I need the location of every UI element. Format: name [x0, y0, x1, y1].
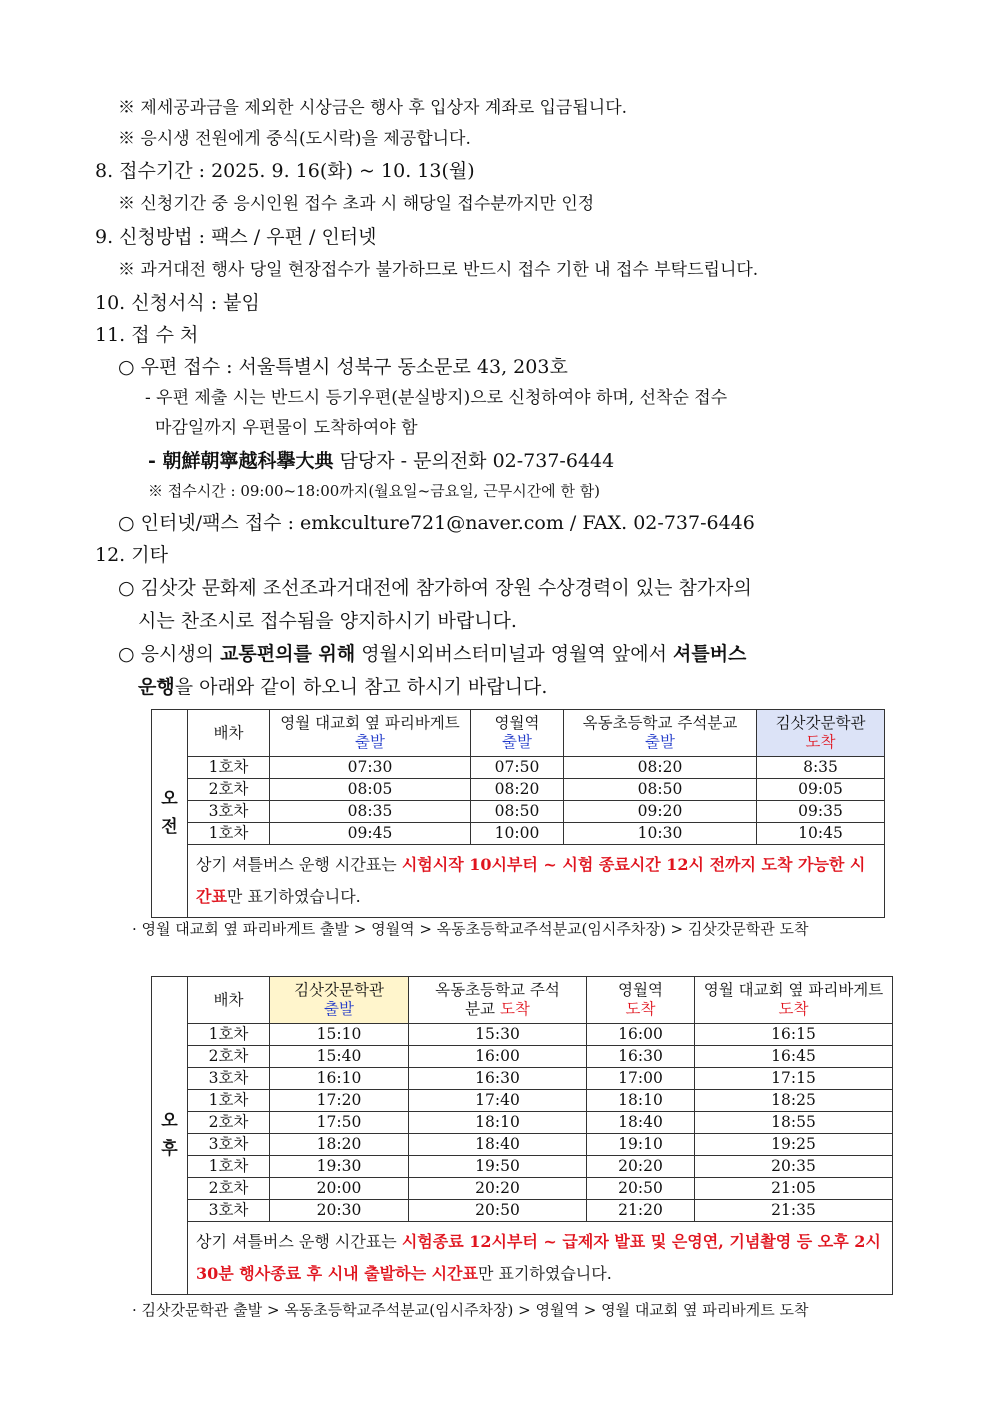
- am-header-c3: [564, 710, 757, 757]
- pm-cell: 18:55: [695, 1112, 893, 1134]
- pm-cell: 17:15: [695, 1068, 893, 1090]
- pm-cell: 2호차: [188, 1046, 270, 1068]
- notice-prize-deposit: ※ 제세공과금을 제외한 시상금은 행사 후 입상자 계좌로 입금됩니다.: [118, 98, 628, 118]
- mail-note-2: 마감일까지 우편물이 도착하여야 함: [155, 418, 418, 438]
- shuttle-emph-2: 셔틀버스: [673, 643, 747, 665]
- am-header-bus: 배차: [188, 710, 270, 757]
- notice-capacity: ※ 신청기간 중 응시인원 접수 초과 시 해당일 접수분까지만 인정: [118, 194, 595, 214]
- table-row: [152, 1024, 893, 1046]
- table-row: [152, 1156, 893, 1178]
- pm-c1-name: 김삿갓문학관: [294, 981, 384, 1000]
- pm-cell: 15:40: [270, 1046, 409, 1068]
- pm-cell: 18:20: [270, 1134, 409, 1156]
- pm-header-bus: 배차: [188, 977, 270, 1024]
- pm-shuttle-table: [151, 976, 893, 1295]
- am-cell: 1호차: [188, 823, 270, 845]
- shuttle-note-1: [118, 645, 746, 664]
- am-cell: 10:45: [757, 823, 885, 845]
- section-12-title: 12. 기타: [95, 544, 168, 566]
- pm-cell: 18:25: [695, 1090, 893, 1112]
- am-cell: 08:20: [471, 779, 564, 801]
- table-row: [152, 757, 885, 779]
- am-c4-name: 김삿갓문학관: [775, 714, 866, 733]
- am-shuttle-table: [151, 709, 885, 918]
- shuttle-note-2: [138, 678, 547, 697]
- table-row: [152, 1112, 893, 1134]
- pm-cell: 18:40: [587, 1112, 695, 1134]
- am-header-c2: [471, 710, 564, 757]
- pm-cell: 20:20: [409, 1178, 587, 1200]
- shuttle-text: ○ 응시생의: [118, 643, 221, 665]
- table-row: [152, 801, 885, 823]
- pm-c4-status: 도착: [778, 1000, 809, 1018]
- am-cell: 07:50: [471, 757, 564, 779]
- pm-note: [188, 1222, 893, 1295]
- pm-cell: 16:15: [695, 1024, 893, 1046]
- pm-cell: 20:50: [409, 1200, 587, 1222]
- pm-cell: 21:05: [695, 1178, 893, 1200]
- pm-cell: 2호차: [188, 1112, 270, 1134]
- pm-header-c2: [409, 977, 587, 1024]
- pm-c4-name: 영월 대교회 옆 파리바게트: [703, 981, 884, 1000]
- pm-cell: 3호차: [188, 1200, 270, 1222]
- am-cell: 3호차: [188, 801, 270, 823]
- pm-c2-name: 옥동초등학교 주석: [435, 981, 560, 1000]
- pm-cell: 20:20: [587, 1156, 695, 1178]
- am-cell: 08:05: [270, 779, 471, 801]
- pm-c3-status: 도착: [625, 1000, 656, 1018]
- contact-line: [148, 452, 614, 471]
- am-cell: 10:30: [564, 823, 757, 845]
- pm-cell: 17:50: [270, 1112, 409, 1134]
- am-header-c1: [270, 710, 471, 757]
- pm-cell: 15:10: [270, 1024, 409, 1046]
- notice-lunch: ※ 응시생 전원에게 중식(도시락)을 제공합니다.: [118, 129, 471, 149]
- pm-cell: 20:30: [270, 1200, 409, 1222]
- pm-header-c1: [270, 977, 409, 1024]
- pm-note-text: 상기 셔틀버스 운행 시간표는: [196, 1232, 402, 1251]
- am-note-emph: 시험시작 10시부터 ~ 시험 종료시간 12시 전까지 도착 가능한 시간표: [196, 855, 866, 906]
- shuttle-emph-1: 교통편의를 위해: [220, 643, 356, 665]
- pm-cell: 3호차: [188, 1134, 270, 1156]
- shuttle-emph-3: 운행: [138, 676, 175, 698]
- mail-address: ○ 우편 접수 : 서울특별시 성북구 동소문로 43, 203호: [118, 356, 568, 378]
- pm-cell: 2호차: [188, 1178, 270, 1200]
- pm-header-c4: [695, 977, 893, 1024]
- pm-period-label: 오 후: [152, 977, 188, 1295]
- pm-cell: 1호차: [188, 1156, 270, 1178]
- am-cell: 08:50: [471, 801, 564, 823]
- pm-c2-name2: 분교: [465, 1000, 500, 1018]
- pm-cell: 16:45: [695, 1046, 893, 1068]
- pm-cell: 1호차: [188, 1090, 270, 1112]
- am-cell: 10:00: [471, 823, 564, 845]
- am-note-tail: 만 표기하였습니다.: [226, 887, 361, 906]
- am-cell: 08:35: [270, 801, 471, 823]
- office-hours: ※ 접수시간 : 09:00~18:00까지(월요일~금요일, 근무시간에 한 함): [148, 482, 601, 500]
- am-period-label: 오 전: [152, 710, 188, 918]
- pm-cell: 19:10: [587, 1134, 695, 1156]
- pm-cell: 3호차: [188, 1068, 270, 1090]
- pm-cell: 20:50: [587, 1178, 695, 1200]
- am-cell: 2호차: [188, 779, 270, 801]
- section-8-period: 8. 접수기간 : 2025. 9. 16(화) ~ 10. 13(월): [95, 160, 475, 182]
- am-note-text: 상기 셔틀버스 운행 시간표는: [196, 855, 402, 874]
- pm-cell: 16:30: [409, 1068, 587, 1090]
- am-c1-status: 출발: [355, 733, 385, 751]
- pm-cell: 20:00: [270, 1178, 409, 1200]
- am-header-c4: [757, 710, 885, 757]
- pm-c3-name: 영월역: [618, 981, 663, 1000]
- am-cell: 1호차: [188, 757, 270, 779]
- pm-cell: 19:25: [695, 1134, 893, 1156]
- am-cell: 08:20: [564, 757, 757, 779]
- contact-phone: 담당자 - 문의전화 02-737-6444: [333, 450, 615, 472]
- pm-c2-status: 도착: [499, 1000, 530, 1018]
- pm-c1-status: 출발: [324, 1000, 354, 1018]
- pm-cell: 19:30: [270, 1156, 409, 1178]
- pm-header-c3: [587, 977, 695, 1024]
- pm-route: · 김삿갓문학관 출발 > 옥동초등학교주석분교(임시주차장) > 영월역 > 영월 대교회 옆 파리바게트 도착: [132, 1301, 809, 1319]
- section-9-method: 9. 신청방법 : 팩스 / 우편 / 인터넷: [95, 226, 377, 248]
- table-row: [152, 1178, 893, 1200]
- pm-cell: 21:20: [587, 1200, 695, 1222]
- am-cell: 07:30: [270, 757, 471, 779]
- table-row: [152, 779, 885, 801]
- pm-cell: 19:50: [409, 1156, 587, 1178]
- am-cell: 09:35: [757, 801, 885, 823]
- pm-cell: 18:10: [409, 1112, 587, 1134]
- pm-cell: 1호차: [188, 1024, 270, 1046]
- pm-note-tail: 만 표기하였습니다.: [477, 1264, 612, 1283]
- am-c3-status: 출발: [645, 733, 675, 751]
- am-c1-name: 영월 대교회 옆 파리바게트: [280, 714, 460, 733]
- table-row: [152, 1134, 893, 1156]
- internet-fax: ○ 인터넷/팩스 접수 : emkculture721@naver.com / FAX. 02-737-6446: [118, 512, 755, 534]
- table-row: [152, 1200, 893, 1222]
- am-c3-name: 옥동초등학교 주석분교: [582, 714, 738, 733]
- am-route: · 영월 대교회 옆 파리바게트 출발 > 영월역 > 옥동초등학교주석분교(임시주차장) > 김삿갓문학관 도착: [132, 920, 809, 938]
- section-10-form: 10. 신청서식 : 붙임: [95, 292, 260, 314]
- pm-cell: 17:40: [409, 1090, 587, 1112]
- pm-cell: 16:00: [587, 1024, 695, 1046]
- pm-cell: 17:20: [270, 1090, 409, 1112]
- shuttle-text-2: 영월시외버스터미널과 영월역 앞에서: [355, 643, 673, 665]
- am-cell: 09:05: [757, 779, 885, 801]
- pm-cell: 16:30: [587, 1046, 695, 1068]
- pm-cell: 18:40: [409, 1134, 587, 1156]
- am-cell: 08:50: [564, 779, 757, 801]
- pm-cell: 20:35: [695, 1156, 893, 1178]
- am-c2-status: 출발: [502, 733, 532, 751]
- other-note-1: ○ 김삿갓 문화제 조선조과거대전에 참가하여 장원 수상경력이 있는 참가자의: [118, 577, 752, 599]
- am-c2-name: 영월역: [494, 714, 540, 733]
- table-row: [152, 1046, 893, 1068]
- pm-cell: 16:10: [270, 1068, 409, 1090]
- am-cell: 09:45: [270, 823, 471, 845]
- mail-note-1: - 우편 제출 시는 반드시 등기우편(분실방지)으로 신청하여야 하며, 선착순 접수: [145, 388, 728, 408]
- am-c4-status: 도착: [805, 733, 836, 751]
- am-note: [188, 845, 885, 918]
- event-name-hanja: - 朝鮮朝寧越科擧大典: [148, 450, 334, 472]
- shuttle-text-3: 을 아래와 같이 하오니 참고 하시기 바랍니다.: [174, 676, 548, 698]
- pm-cell: 15:30: [409, 1024, 587, 1046]
- pm-cell: 16:00: [409, 1046, 587, 1068]
- table-row: [152, 823, 885, 845]
- table-row: [152, 1090, 893, 1112]
- pm-note-emph: 시험종료 12시부터 ~ 급제자 발표 및 은영연, 기념촬영 등 오후 2시 30분 행사종료 후 시내 출발하는 시간표: [196, 1232, 881, 1283]
- am-cell: 8:35: [757, 757, 885, 779]
- am-cell: 09:20: [564, 801, 757, 823]
- other-note-2: 시는 찬조시로 접수됨을 양지하시기 바랍니다.: [138, 610, 517, 632]
- table-row: [152, 1068, 893, 1090]
- pm-cell: 18:10: [587, 1090, 695, 1112]
- notice-no-onsite: ※ 과거대전 행사 당일 현장접수가 불가하므로 반드시 접수 기한 내 접수 부탁드립니다.: [118, 260, 759, 280]
- pm-cell: 21:35: [695, 1200, 893, 1222]
- pm-cell: 17:00: [587, 1068, 695, 1090]
- section-11-title: 11. 접 수 처: [95, 324, 199, 346]
